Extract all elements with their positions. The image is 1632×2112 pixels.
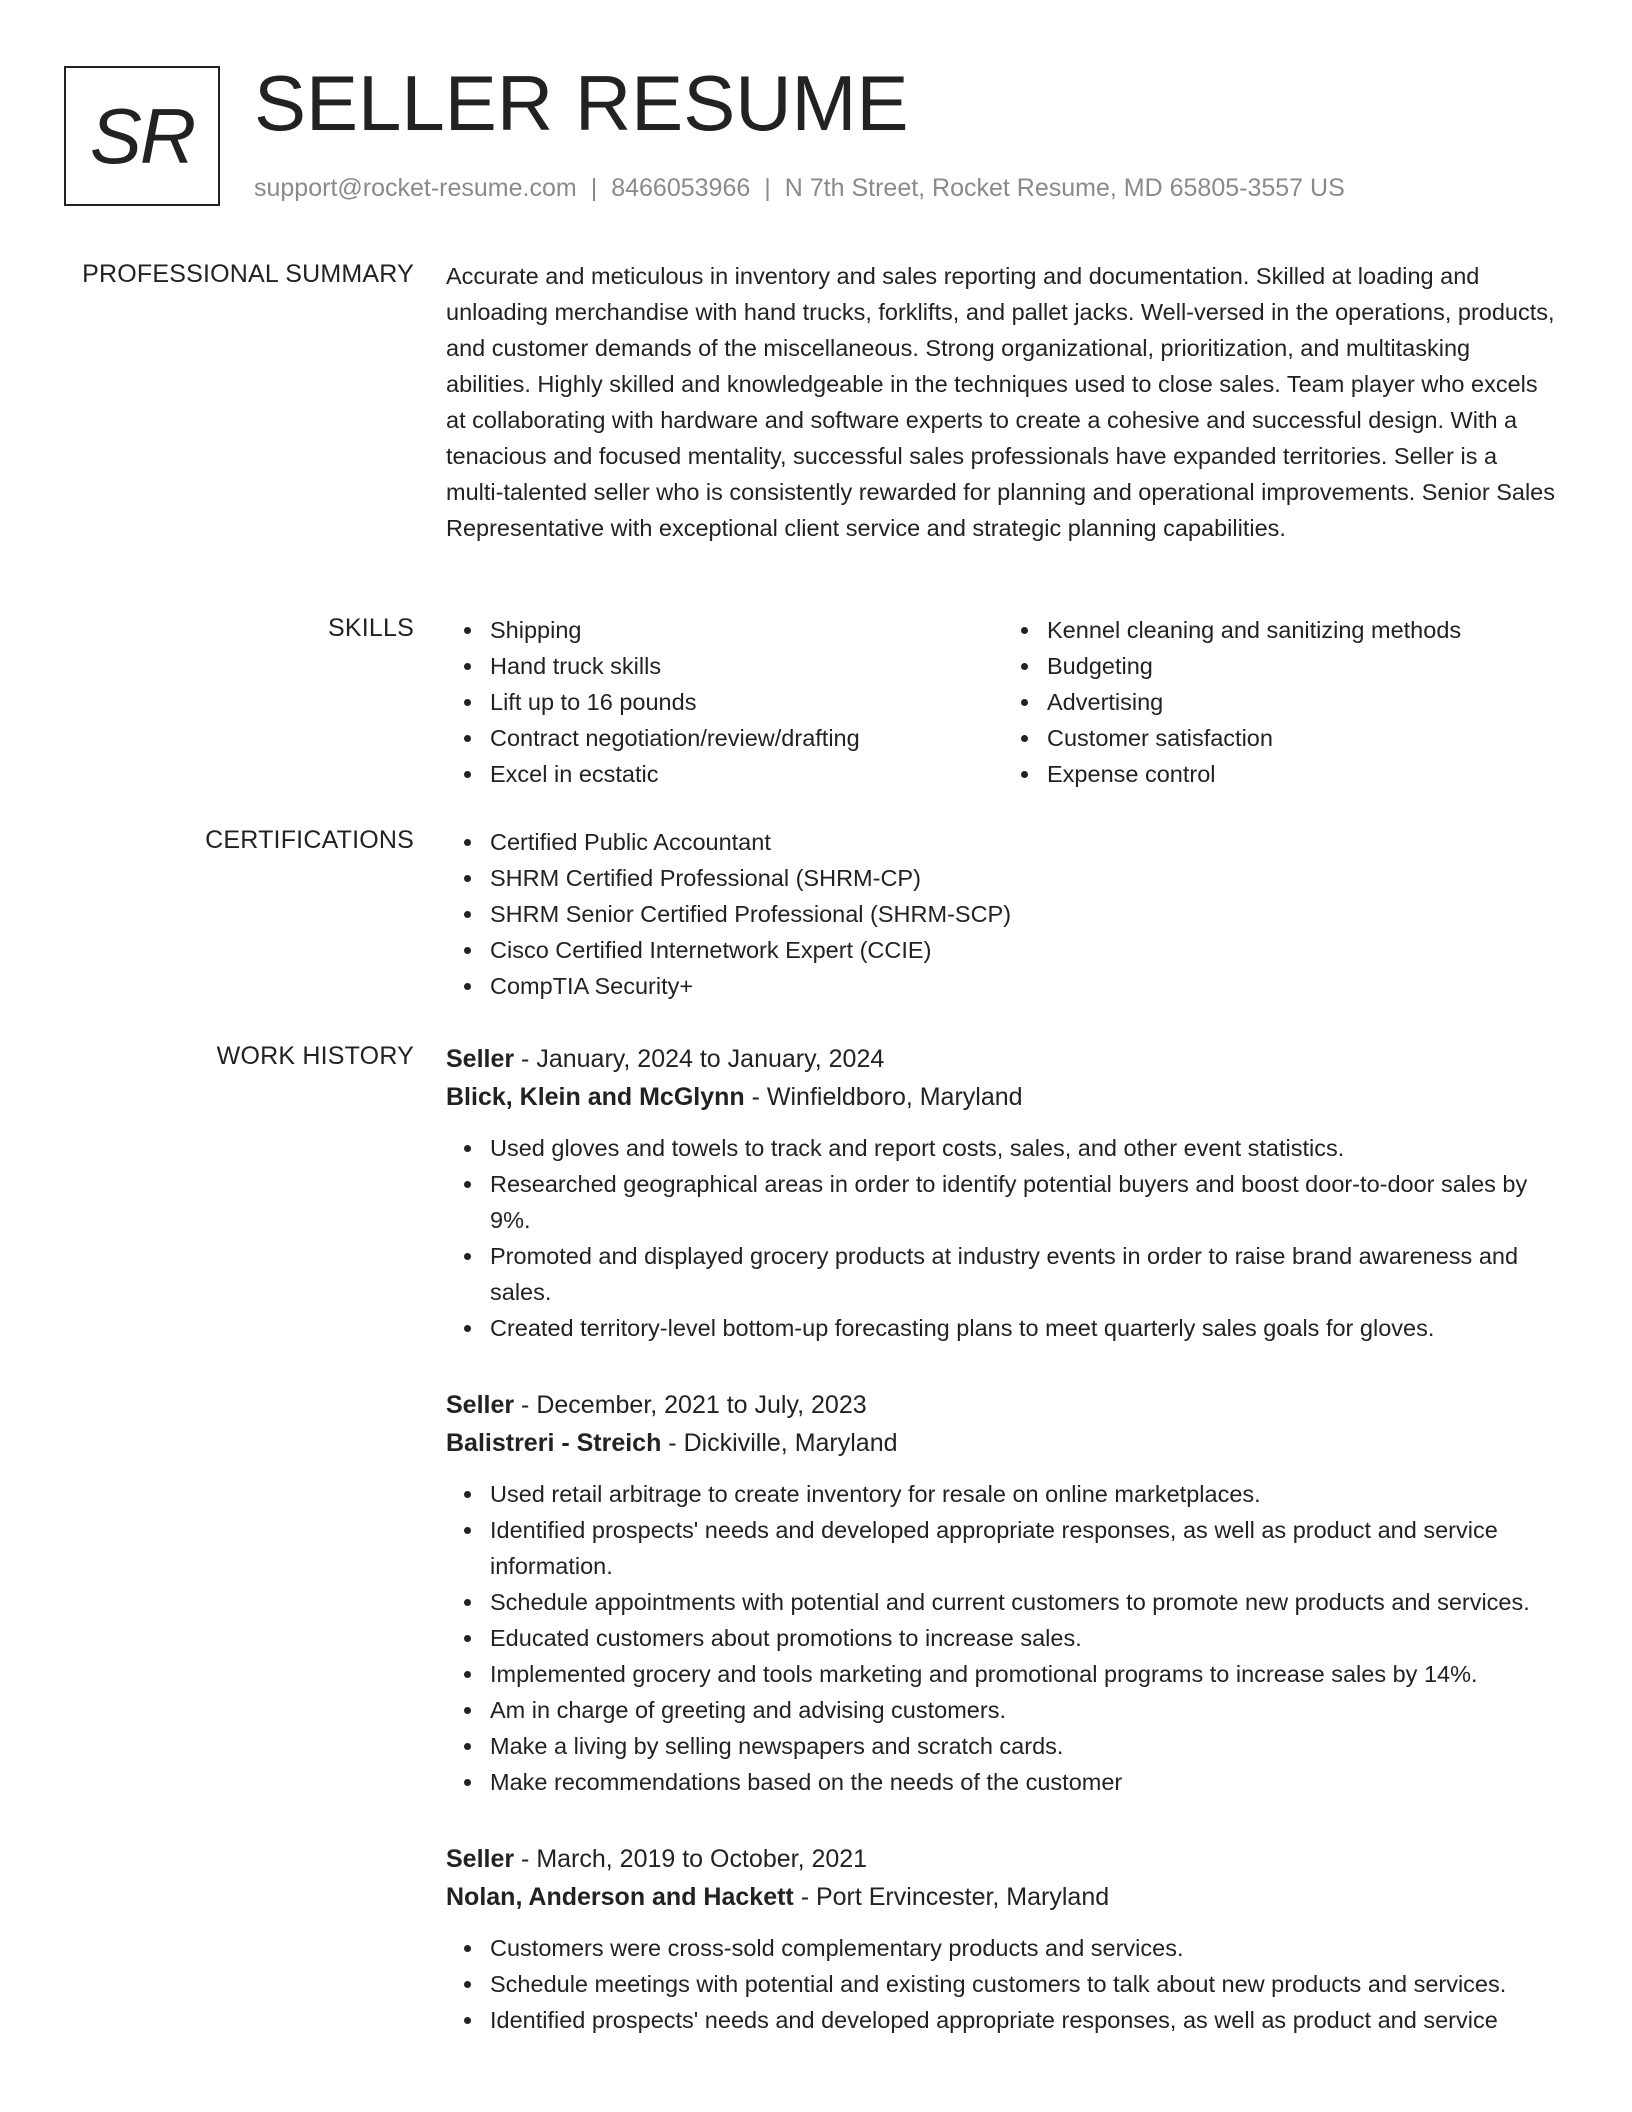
resume-title: SELLER RESUME (254, 59, 909, 147)
skill-item: Shipping (490, 612, 1003, 648)
monogram-badge (64, 66, 220, 206)
job-title-line (446, 1840, 1560, 1878)
job-title: Seller (446, 1845, 515, 1873)
job-bullet: Make a living by selling newspapers and scratch cards. (490, 1728, 1560, 1764)
job-bullet: Used retail arbitrage to create inventory for resale on online marketplaces. (490, 1476, 1560, 1512)
certification-item: SHRM Senior Certified Professional (SHRM-SCP) (490, 896, 1560, 932)
skill-item: Kennel cleaning and sanitizing methods (1047, 612, 1560, 648)
skills-list-right (1003, 612, 1560, 792)
job-title: Seller (446, 1045, 515, 1073)
skills-body (446, 612, 1560, 792)
job-bullet: Identified prospects' needs and developed appropriate responses, as well as product and service information. (490, 1512, 1560, 1584)
contact-phone: 8466053966 (611, 174, 751, 202)
skills-columns (446, 612, 1560, 792)
job-bullet: Used gloves and towels to track and report costs, sales, and other event statistics. (490, 1130, 1560, 1166)
job-bullet: Am in charge of greeting and advising customers. (490, 1692, 1560, 1728)
job-title-line (446, 1386, 1560, 1424)
job-company: Balistreri - Streich (446, 1429, 662, 1457)
job-bullet: Promoted and displayed grocery products at industry events in order to raise brand awareness and sales. (490, 1238, 1560, 1310)
job-company-line (446, 1878, 1560, 1916)
job-bullets (446, 1130, 1560, 1346)
job-dates: - January, 2024 to January, 2024 (514, 1045, 885, 1073)
job-bullet: Implemented grocery and tools marketing and promotional programs to increase sales by 14%. (490, 1656, 1560, 1692)
job-location: - Winfieldboro, Maryland (744, 1083, 1023, 1111)
job-bullet: Make recommendations based on the needs of the customer (490, 1764, 1560, 1800)
skill-item: Contract negotiation/review/drafting (490, 720, 1003, 756)
job-dates: - March, 2019 to October, 2021 (514, 1845, 868, 1873)
certification-item: Cisco Certified Internetwork Expert (CCIE) (490, 932, 1560, 968)
job-bullet: Identified prospects' needs and developed appropriate responses, as well as product and service (490, 2002, 1560, 2038)
job-company-line (446, 1078, 1560, 1116)
job-location: - Port Ervincester, Maryland (793, 1883, 1110, 1911)
skill-item: Excel in ecstatic (490, 756, 1003, 792)
skill-item: Hand truck skills (490, 648, 1003, 684)
job-bullet: Researched geographical areas in order to identify potential buyers and boost door-to-door sales by 9%. (490, 1166, 1560, 1238)
skill-item: Advertising (1047, 684, 1560, 720)
skill-item: Budgeting (1047, 648, 1560, 684)
job-location: - Dickiville, Maryland (661, 1429, 898, 1457)
job-bullet: Schedule appointments with potential and current customers to promote new products and services. (490, 1584, 1560, 1620)
job-entry (446, 1040, 1560, 1346)
job-company: Blick, Klein and McGlynn (446, 1083, 745, 1111)
skill-item: Expense control (1047, 756, 1560, 792)
summary-text: Accurate and meticulous in inventory and sales reporting and documentation. Skilled at loading and unloading merchandise with hand trucks, forklifts, and pallet jacks. Well-versed in the operations, products, and customer demands of the miscellaneous. Strong organizational, prioritization, and multitasking abilities. Highly skilled and knowledgeable in the techniques used to close sales. Team player who excels at collaborating with hardware and software experts to create a cohesive and successful design. With a tenacious and focused mentality, successful sales professionals have expanded territories. Seller is a multi-talented seller who is consistently rewarded for planning and operational improvements. Senior Sales Representative with exceptional client service and strategic planning capabilities. (446, 263, 1555, 541)
monogram-text: SR (89, 91, 195, 180)
job-bullet: Schedule meetings with potential and existing customers to talk about new products and services. (490, 1966, 1560, 2002)
contact-address: N 7th Street, Rocket Resume, MD 65805-3557 US (784, 174, 1345, 202)
certifications-list (446, 824, 1560, 1004)
job-entry (446, 1386, 1560, 1800)
job-bullet: Educated customers about promotions to increase sales. (490, 1620, 1560, 1656)
certification-item: Certified Public Accountant (490, 824, 1560, 860)
skills-list-left (446, 612, 1003, 792)
skill-item: Lift up to 16 pounds (490, 684, 1003, 720)
contact-line (254, 174, 1345, 203)
contact-email: support@rocket-resume.com (254, 174, 577, 202)
work-history-body (446, 1040, 1560, 2038)
job-title: Seller (446, 1391, 515, 1419)
job-entry (446, 1840, 1560, 2038)
contact-separator: | (764, 174, 771, 202)
contact-separator: | (590, 174, 598, 202)
job-dates: - December, 2021 to July, 2023 (514, 1391, 867, 1419)
certifications-body (446, 824, 1560, 1004)
certifications-heading: CERTIFICATIONS (205, 826, 414, 854)
certification-item: CompTIA Security+ (490, 968, 1560, 1004)
job-company-line (446, 1424, 1560, 1462)
summary-heading: PROFESSIONAL SUMMARY (82, 260, 414, 288)
job-bullets (446, 1930, 1560, 2038)
certification-item: SHRM Certified Professional (SHRM-CP) (490, 860, 1560, 896)
job-bullet: Customers were cross-sold complementary products and services. (490, 1930, 1560, 1966)
skills-heading: SKILLS (328, 614, 414, 642)
job-title-line (446, 1040, 1560, 1078)
summary-body (446, 258, 1560, 546)
job-bullet: Created territory-level bottom-up forecasting plans to meet quarterly sales goals for gloves. (490, 1310, 1560, 1346)
work-history-heading: WORK HISTORY (216, 1042, 414, 1070)
job-bullets (446, 1476, 1560, 1800)
job-company: Nolan, Anderson and Hackett (446, 1883, 794, 1911)
skill-item: Customer satisfaction (1047, 720, 1560, 756)
